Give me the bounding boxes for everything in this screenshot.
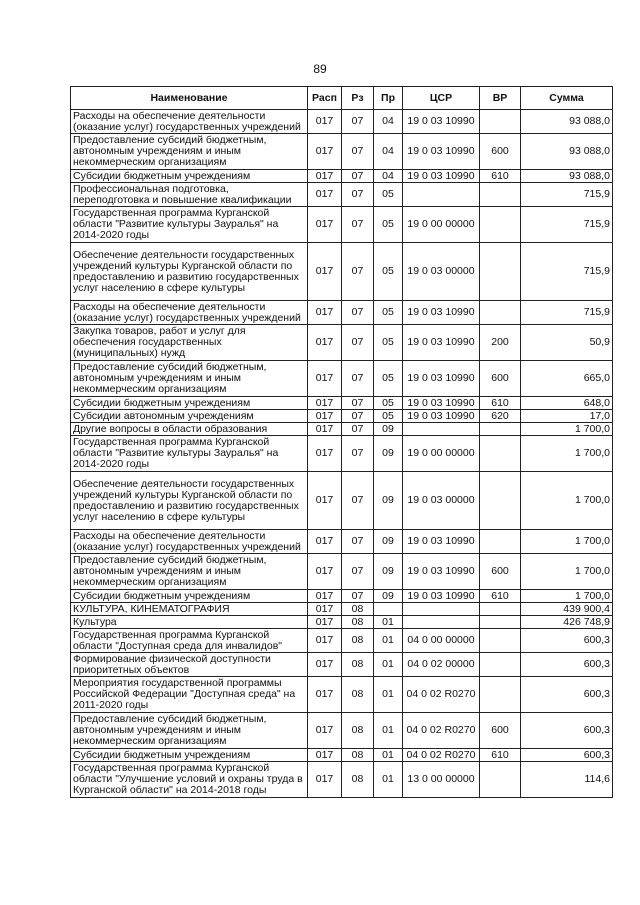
cell-rasp: 017 <box>308 207 342 243</box>
cell-csr: 19 0 03 10990 <box>403 361 480 397</box>
cell-rasp: 017 <box>308 410 342 423</box>
header-row <box>71 87 613 110</box>
cell-name: Другие вопросы в области образования <box>71 423 308 436</box>
cell-vr: 610 <box>480 170 521 183</box>
cell-rasp: 017 <box>308 134 342 170</box>
cell-rz: 08 <box>342 653 374 677</box>
cell-sum: 665,0 <box>521 361 613 397</box>
cell-rz: 07 <box>342 134 374 170</box>
cell-csr: 13 0 00 00000 <box>403 762 480 798</box>
cell-rz: 07 <box>342 301 374 325</box>
cell-vr <box>480 301 521 325</box>
col-header-vr: ВР <box>480 87 521 110</box>
cell-rasp: 017 <box>308 530 342 554</box>
cell-csr: 19 0 03 10990 <box>403 590 480 603</box>
cell-name: Формирование физической доступности приоритетных объектов <box>71 653 308 677</box>
cell-rasp: 017 <box>308 361 342 397</box>
cell-csr: 04 0 02 R0270 <box>403 713 480 749</box>
cell-pr: 09 <box>374 554 403 590</box>
cell-rasp: 017 <box>308 677 342 713</box>
table-row <box>71 110 613 134</box>
cell-sum: 17,0 <box>521 410 613 423</box>
cell-pr: 09 <box>374 530 403 554</box>
cell-sum: 439 900,4 <box>521 603 613 616</box>
cell-pr: 05 <box>374 243 403 301</box>
cell-csr: 19 0 03 10990 <box>403 554 480 590</box>
cell-csr: 19 0 03 10990 <box>403 410 480 423</box>
cell-vr <box>480 243 521 301</box>
cell-pr: 01 <box>374 677 403 713</box>
cell-rasp: 017 <box>308 325 342 361</box>
cell-pr: 05 <box>374 183 403 207</box>
cell-vr <box>480 653 521 677</box>
table-row <box>71 554 613 590</box>
cell-csr: 19 0 03 00000 <box>403 243 480 301</box>
cell-vr: 600 <box>480 554 521 590</box>
cell-vr <box>480 183 521 207</box>
cell-rasp: 017 <box>308 590 342 603</box>
cell-pr: 01 <box>374 653 403 677</box>
cell-name: Закупка товаров, работ и услуг для обеспечения государственных (муниципальных) нужд <box>71 325 308 361</box>
cell-name: Субсидии бюджетным учреждениям <box>71 749 308 762</box>
cell-pr: 05 <box>374 301 403 325</box>
cell-name: Предоставление субсидий бюджетным, автономным учреждениям и иным некоммерческим организациям <box>71 361 308 397</box>
table-row <box>71 590 613 603</box>
table-row <box>71 616 613 629</box>
cell-csr: 19 0 03 10990 <box>403 170 480 183</box>
cell-sum: 600,3 <box>521 653 613 677</box>
cell-pr: 09 <box>374 436 403 472</box>
cell-rz: 07 <box>342 410 374 423</box>
cell-rz: 08 <box>342 762 374 798</box>
cell-rasp: 017 <box>308 170 342 183</box>
cell-pr: 05 <box>374 361 403 397</box>
table-row <box>71 713 613 749</box>
cell-sum: 1 700,0 <box>521 472 613 530</box>
cell-vr <box>480 629 521 653</box>
cell-sum: 600,3 <box>521 713 613 749</box>
cell-name: Расходы на обеспечение деятельности (оказание услуг) государственных учреждений <box>71 530 308 554</box>
cell-vr <box>480 762 521 798</box>
cell-sum: 715,9 <box>521 243 613 301</box>
table-row <box>71 183 613 207</box>
cell-name: Субсидии бюджетным учреждениям <box>71 170 308 183</box>
cell-name: Субсидии автономным учреждениям <box>71 410 308 423</box>
cell-csr: 19 0 03 10990 <box>403 530 480 554</box>
cell-vr: 610 <box>480 749 521 762</box>
cell-pr: 05 <box>374 410 403 423</box>
cell-vr: 200 <box>480 325 521 361</box>
cell-pr: 04 <box>374 170 403 183</box>
cell-csr: 19 0 03 10990 <box>403 397 480 410</box>
cell-name: Обеспечение деятельности государственных учреждений культуры Курганской области по предоставлению и развитию государственных услуг населению в сфере культуры <box>71 243 308 301</box>
cell-name: Субсидии бюджетным учреждениям <box>71 397 308 410</box>
cell-rasp: 017 <box>308 616 342 629</box>
cell-sum: 648,0 <box>521 397 613 410</box>
cell-csr: 04 0 00 00000 <box>403 629 480 653</box>
cell-name: Культура <box>71 616 308 629</box>
cell-rasp: 017 <box>308 653 342 677</box>
table-row <box>71 423 613 436</box>
cell-name: Мероприятия государственной программы Российской Федерации "Доступная среда" на 2011-2020 годы <box>71 677 308 713</box>
cell-pr: 04 <box>374 134 403 170</box>
cell-csr <box>403 423 480 436</box>
cell-name: Государственная программа Курганской области "Улучшение условий и охраны труда в Курганской области" на 2014-2018 годы <box>71 762 308 798</box>
cell-rz: 07 <box>342 554 374 590</box>
cell-name: Расходы на обеспечение деятельности (оказание услуг) государственных учреждений <box>71 110 308 134</box>
table-row <box>71 749 613 762</box>
cell-pr: 05 <box>374 207 403 243</box>
cell-rz: 07 <box>342 397 374 410</box>
cell-pr: 01 <box>374 749 403 762</box>
table-row <box>71 301 613 325</box>
cell-rz: 07 <box>342 110 374 134</box>
cell-rasp: 017 <box>308 243 342 301</box>
cell-rz: 08 <box>342 677 374 713</box>
cell-vr <box>480 677 521 713</box>
cell-vr <box>480 472 521 530</box>
cell-csr: 04 0 02 R0270 <box>403 677 480 713</box>
cell-pr: 04 <box>374 110 403 134</box>
cell-vr: 610 <box>480 397 521 410</box>
cell-pr <box>374 603 403 616</box>
cell-rasp: 017 <box>308 762 342 798</box>
cell-rz: 07 <box>342 170 374 183</box>
cell-rz: 07 <box>342 325 374 361</box>
cell-csr <box>403 603 480 616</box>
cell-rz: 08 <box>342 749 374 762</box>
cell-vr: 600 <box>480 713 521 749</box>
cell-csr: 19 0 00 00000 <box>403 436 480 472</box>
col-header-rz: Рз <box>342 87 374 110</box>
cell-csr: 19 0 03 10990 <box>403 301 480 325</box>
cell-rz: 07 <box>342 243 374 301</box>
table-row <box>71 243 613 301</box>
cell-rasp: 017 <box>308 472 342 530</box>
cell-sum: 715,9 <box>521 301 613 325</box>
cell-rz: 08 <box>342 629 374 653</box>
cell-name: Расходы на обеспечение деятельности (оказание услуг) государственных учреждений <box>71 301 308 325</box>
cell-vr <box>480 110 521 134</box>
col-header-name: Наименование <box>71 87 308 110</box>
table-row <box>71 436 613 472</box>
cell-name: Государственная программа Курганской области "Развитие культуры Зауралья" на 2014-2020 годы <box>71 436 308 472</box>
col-header-sum: Сумма <box>521 87 613 110</box>
table-row <box>71 170 613 183</box>
cell-pr: 05 <box>374 325 403 361</box>
cell-rz: 08 <box>342 603 374 616</box>
cell-csr: 19 0 00 00000 <box>403 207 480 243</box>
table-body <box>71 110 613 798</box>
cell-name: Предоставление субсидий бюджетным, автономным учреждениям и иным некоммерческим организациям <box>71 713 308 749</box>
cell-sum: 600,3 <box>521 677 613 713</box>
cell-sum: 1 700,0 <box>521 436 613 472</box>
cell-name: Обеспечение деятельности государственных учреждений культуры Курганской области по предоставлению и развитию государственных услуг населению в сфере культуры <box>71 472 308 530</box>
cell-rasp: 017 <box>308 713 342 749</box>
cell-name: Профессиональная подготовка, переподготовка и повышение квалификации <box>71 183 308 207</box>
table-row <box>71 207 613 243</box>
cell-rasp: 017 <box>308 603 342 616</box>
budget-table <box>70 86 613 798</box>
cell-csr <box>403 183 480 207</box>
cell-csr: 19 0 03 10990 <box>403 134 480 170</box>
cell-sum: 50,9 <box>521 325 613 361</box>
cell-rz: 07 <box>342 423 374 436</box>
cell-csr: 19 0 03 10990 <box>403 325 480 361</box>
table-row <box>71 397 613 410</box>
cell-vr: 600 <box>480 361 521 397</box>
table-row <box>71 530 613 554</box>
table-row <box>71 653 613 677</box>
cell-rz: 08 <box>342 616 374 629</box>
cell-rz: 07 <box>342 472 374 530</box>
cell-rasp: 017 <box>308 423 342 436</box>
cell-vr: 600 <box>480 134 521 170</box>
cell-sum: 93 088,0 <box>521 170 613 183</box>
cell-vr <box>480 616 521 629</box>
col-header-rasp: Расп <box>308 87 342 110</box>
cell-sum: 1 700,0 <box>521 590 613 603</box>
col-header-csr: ЦСР <box>403 87 480 110</box>
table-row <box>71 677 613 713</box>
col-header-pr: Пр <box>374 87 403 110</box>
cell-sum: 1 700,0 <box>521 423 613 436</box>
cell-sum: 600,3 <box>521 749 613 762</box>
cell-pr: 01 <box>374 713 403 749</box>
cell-name: Субсидии бюджетным учреждениям <box>71 590 308 603</box>
cell-name: Предоставление субсидий бюджетным, автономным учреждениям и иным некоммерческим организациям <box>71 554 308 590</box>
cell-sum: 114,6 <box>521 762 613 798</box>
cell-vr <box>480 207 521 243</box>
cell-pr: 05 <box>374 397 403 410</box>
cell-sum: 715,9 <box>521 207 613 243</box>
cell-pr: 09 <box>374 423 403 436</box>
cell-rasp: 017 <box>308 749 342 762</box>
table-row <box>71 410 613 423</box>
cell-name: Предоставление субсидий бюджетным, автономным учреждениям и иным некоммерческим организациям <box>71 134 308 170</box>
cell-csr: 19 0 03 10990 <box>403 110 480 134</box>
cell-sum: 93 088,0 <box>521 134 613 170</box>
cell-csr <box>403 616 480 629</box>
cell-pr: 01 <box>374 629 403 653</box>
table-row <box>71 762 613 798</box>
table-row <box>71 134 613 170</box>
cell-csr: 04 0 02 00000 <box>403 653 480 677</box>
cell-sum: 600,3 <box>521 629 613 653</box>
cell-sum: 426 748,9 <box>521 616 613 629</box>
cell-rz: 07 <box>342 183 374 207</box>
cell-vr: 620 <box>480 410 521 423</box>
cell-rasp: 017 <box>308 110 342 134</box>
cell-rasp: 017 <box>308 301 342 325</box>
cell-sum: 1 700,0 <box>521 530 613 554</box>
cell-rz: 07 <box>342 436 374 472</box>
table-row <box>71 603 613 616</box>
cell-rz: 07 <box>342 207 374 243</box>
cell-rasp: 017 <box>308 183 342 207</box>
cell-csr: 04 0 02 R0270 <box>403 749 480 762</box>
cell-sum: 1 700,0 <box>521 554 613 590</box>
cell-pr: 09 <box>374 590 403 603</box>
cell-sum: 715,9 <box>521 183 613 207</box>
cell-pr: 09 <box>374 472 403 530</box>
cell-csr: 19 0 03 00000 <box>403 472 480 530</box>
cell-vr <box>480 436 521 472</box>
cell-pr: 01 <box>374 616 403 629</box>
table-row <box>71 629 613 653</box>
table-row <box>71 325 613 361</box>
table-row <box>71 472 613 530</box>
cell-rz: 07 <box>342 590 374 603</box>
cell-rasp: 017 <box>308 397 342 410</box>
cell-vr <box>480 423 521 436</box>
cell-rz: 07 <box>342 361 374 397</box>
cell-sum: 93 088,0 <box>521 110 613 134</box>
page-number: 89 <box>313 62 327 76</box>
cell-rz: 07 <box>342 530 374 554</box>
cell-pr: 01 <box>374 762 403 798</box>
cell-name: КУЛЬТУРА, КИНЕМАТОГРАФИЯ <box>71 603 308 616</box>
cell-vr: 610 <box>480 590 521 603</box>
cell-vr <box>480 530 521 554</box>
cell-rasp: 017 <box>308 554 342 590</box>
cell-rasp: 017 <box>308 629 342 653</box>
cell-vr <box>480 603 521 616</box>
cell-rasp: 017 <box>308 436 342 472</box>
cell-name: Государственная программа Курганской области "Доступная среда для инвалидов" <box>71 629 308 653</box>
table-row <box>71 361 613 397</box>
cell-name: Государственная программа Курганской области "Развитие культуры Зауралья" на 2014-2020 годы <box>71 207 308 243</box>
cell-rz: 08 <box>342 713 374 749</box>
